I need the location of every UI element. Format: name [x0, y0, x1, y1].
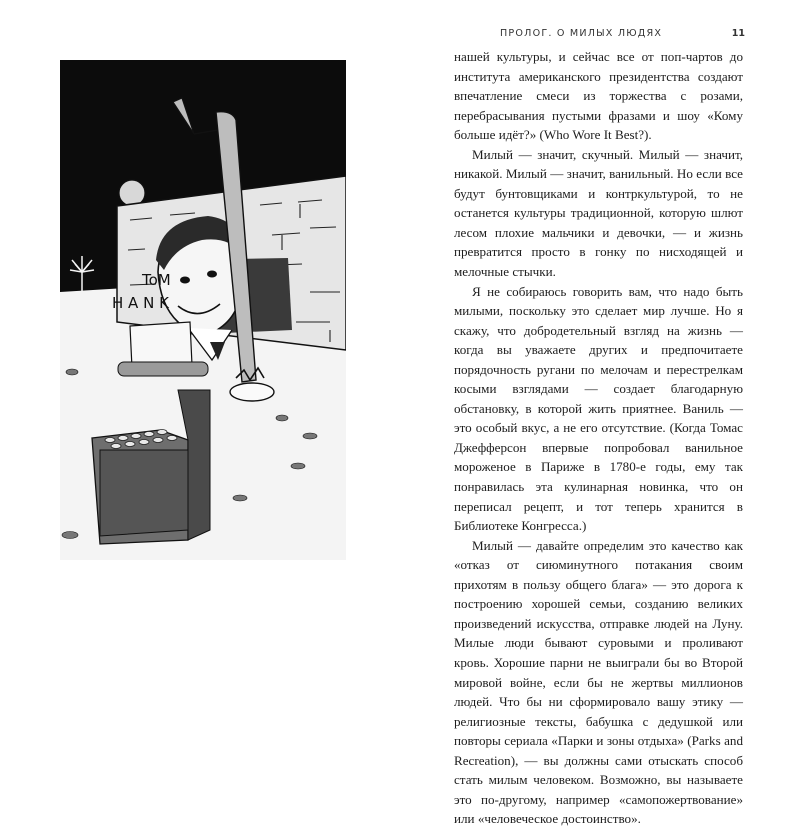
paragraph-2: Милый — значит, скучный. Милый — значит, никакой. Милый — значит, ванильный. Но если все будут бунтовщиками и контркультурой, то не останется культуры традиционной, которую шлют лесом плохие мальчики и девочки, — и жизнь превратится просто в гонку по нисходящей и мелочные стычки. [454, 146, 743, 280]
running-head [500, 28, 745, 39]
paragraph-1: нашей культуры, и сейчас все от поп-чартов до института американского президентства создают впечатление смеси из торжества с розами, перебрасывания пустыми фразами и шоу «Кому больше идёт?» (Who Wore It Best?). [454, 49, 743, 143]
running-title: ПРОЛОГ. О МИЛЫХ ЛЮДЯХ [500, 28, 663, 39]
page-number: 11 [731, 28, 745, 39]
graffiti-line-2: H A N K [112, 294, 169, 312]
graffiti-line-1: ToM [142, 271, 171, 289]
paragraph-4: Милый — давайте определим это качество как «отказ от сиюминутного потакания своим прихотям в пользу общего блага» — это дорога к построению хорошей семьи, созданию великих произведений искусства, отправке людей на Луну. Милые люди бывают суровыми и проливают кровь. Хорошие парни не выиграли бы во Второй мировой войне, если бы не жертвы миллионов людей. Что бы ни сформировало вашу этику — религиозные тексты, бабушка с дедушкой или повторы сериала «Парки и зоны отдыха» (Parks and Recreation), — вы должны сами отыскать способ стать милым человеком. Возможно, вы называете это по-другому, например «самопожертвование» или «человеческое достоинство». [454, 537, 743, 827]
paragraph-3: Я не собираюсь говорить вам, что надо быть милыми, поскольку это сделает мир лучше. Но я скажу, что добродетельный взгляд на жизнь — когда вы уважаете других и предпочитаете порядочность ругани по мелочам и перестрелкам косыми взглядами — создает благодарную обстановку, в которой жить приятнее. Ваниль — это особый вкус, а не его отсутствие. (Когда Томас Джефферсон впервые попробовал ванильное мороженое в Париже в 1780-е годы, ему так понравилась эта кулинарная новинка, что он переписал рецепт, и тот теперь хранится в Библиотеке Конгресса.) [454, 283, 743, 534]
body-text [454, 47, 743, 829]
illustration [60, 60, 346, 560]
